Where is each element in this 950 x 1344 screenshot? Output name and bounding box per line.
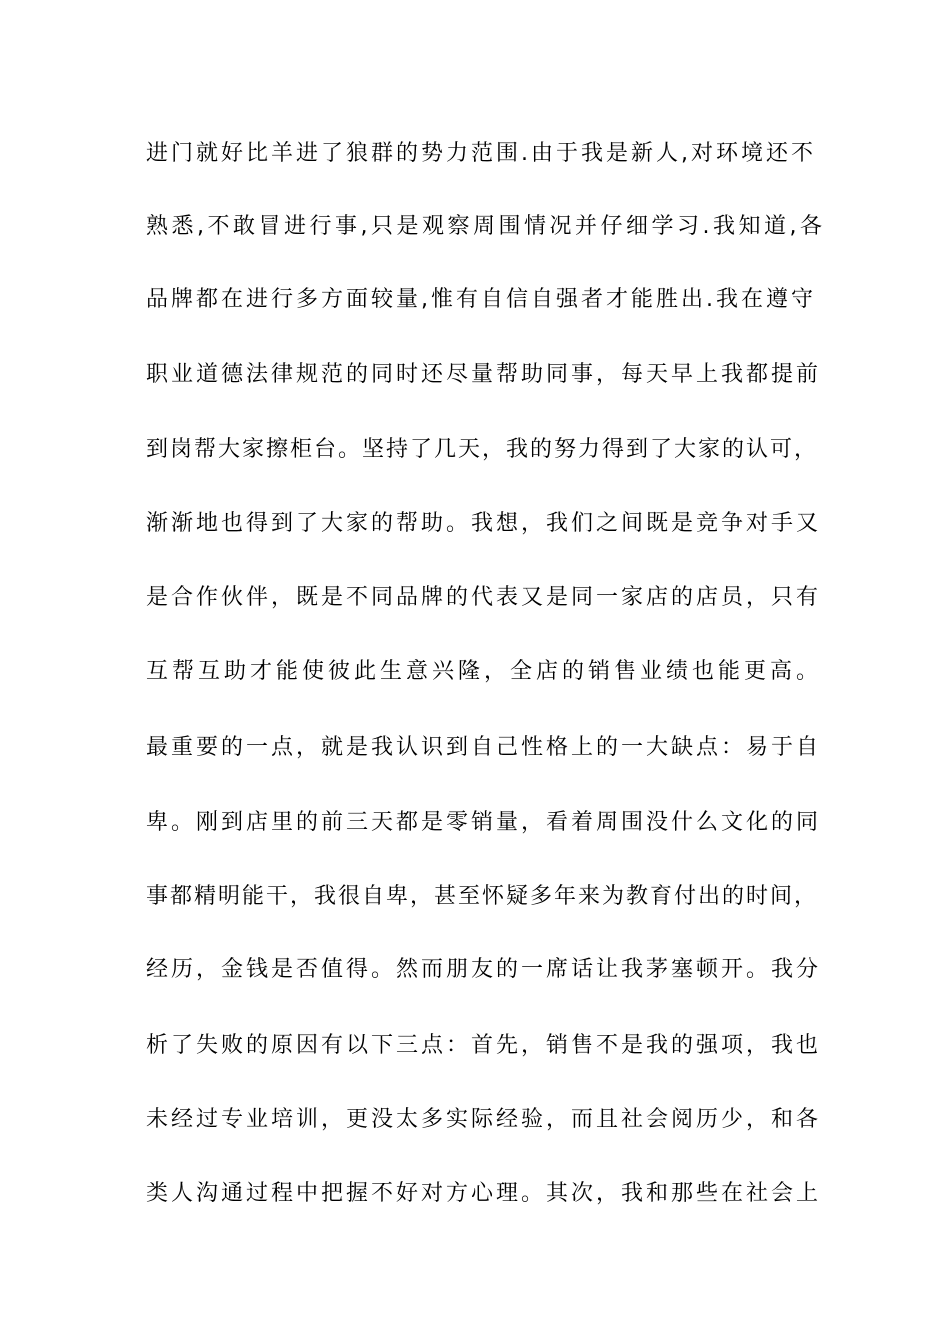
text-line: 品牌都在进行多方面较量,惟有自信自强者才能胜出.我在遵守 bbox=[146, 287, 816, 312]
text-line: 是合作伙伴，既是不同品牌的代表又是同一家店的店员，只有 bbox=[146, 585, 822, 610]
text-line: 事都精明能干，我很自卑，甚至怀疑多年来为教育付出的时间， bbox=[146, 884, 819, 909]
text-line: 职业道德法律规范的同时还尽量帮助同事，每天早上我都提前 bbox=[146, 362, 822, 387]
text-line: 类人沟通过程中把握不好对方心理。其次，我和那些在社会上 bbox=[146, 1181, 822, 1206]
text-line: 卑。刚到店里的前三天都是零销量，看着周围没什么文化的同 bbox=[146, 810, 822, 835]
text-line: 析了失败的原因有以下三点：首先，销售不是我的强项，我也 bbox=[146, 1033, 822, 1058]
text-line: 熟悉,不敢冒进行事,只是观察周围情况并仔细学习.我知道,各 bbox=[146, 214, 826, 239]
text-line: 互帮互助才能使彼此生意兴隆，全店的销售业绩也能更高。 bbox=[146, 659, 823, 684]
text-line: 未经过专业培训，更没太多实际经验，而且社会阅历少，和各 bbox=[146, 1107, 822, 1132]
text-line: 进门就好比羊进了狼群的势力范围.由于我是新人,对环境还不 bbox=[146, 141, 816, 166]
text-line: 最重要的一点，就是我认识到自己性格上的一大缺点：易于自 bbox=[146, 735, 822, 760]
text-line: 到岗帮大家擦柜台。坚持了几天，我的努力得到了大家的认可， bbox=[146, 437, 819, 462]
text-line: 经历，金钱是否值得。然而朋友的一席话让我茅塞顿开。我分 bbox=[146, 957, 822, 982]
text-line: 渐渐地也得到了大家的帮助。我想，我们之间既是竞争对手又 bbox=[146, 511, 822, 536]
